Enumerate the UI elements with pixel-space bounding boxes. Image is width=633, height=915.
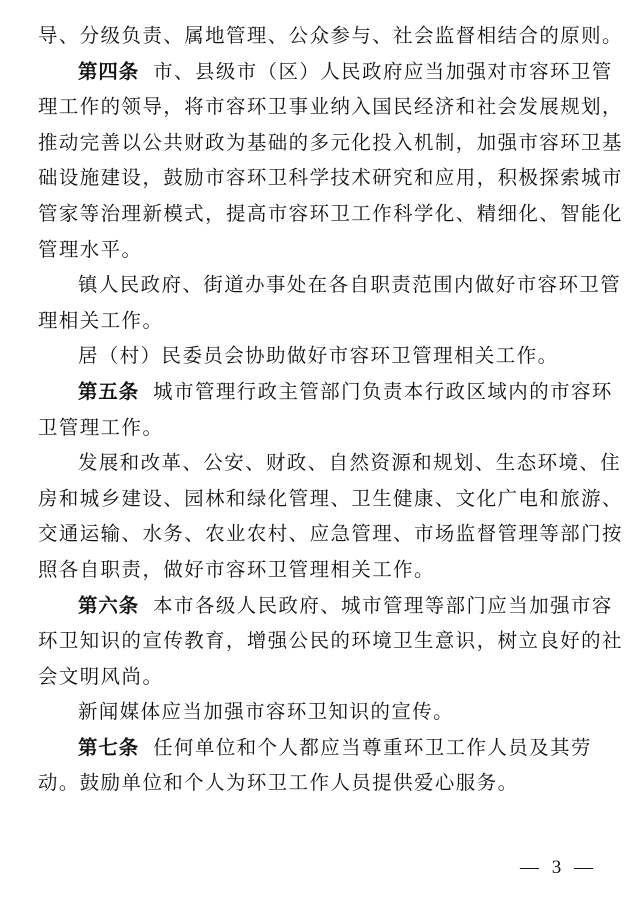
article-number: 第七条 — [78, 735, 140, 759]
text-line-5 — [38, 160, 623, 196]
line-text: 市、县级市（区）人民政府应当加强对市容环卫管 — [153, 59, 613, 83]
text-line-8 — [38, 267, 622, 303]
line-text: 本市各级人民政府、城市管理等部门应当加强市容 — [153, 593, 613, 617]
line-text: 任何单位和个人都应当尊重环卫工作人员及其劳 — [153, 735, 592, 759]
text-line-10 — [38, 338, 602, 374]
line-text: 房和城乡建设、园林和绿化管理、卫生健康、文化广电和旅游、 — [38, 486, 623, 510]
line-text: 交通运输、水务、农业农村、应急管理、市场监督管理等部门按 — [38, 522, 623, 546]
line-text: 导、分级负责、属地管理、公众参与、社会监督相结合的原则。 — [38, 24, 623, 47]
document-page — [38, 18, 623, 801]
text-line-7 — [38, 232, 602, 268]
article-number: 第六条 — [78, 593, 140, 617]
line-text: 卫管理工作。 — [38, 415, 164, 439]
line-text: 推动完善以公共财政为基础的多元化投入机制，加强市容环卫基 — [38, 130, 623, 154]
text-line-18 — [38, 623, 623, 659]
line-text: 居（村）民委员会协助做好市容环卫管理相关工作。 — [78, 344, 559, 368]
text-line-13 — [38, 445, 622, 481]
text-line-2 — [38, 54, 613, 90]
page-number: — 3 — — [520, 857, 597, 878]
text-line-9 — [38, 303, 602, 339]
text-line-22 — [38, 765, 602, 801]
text-line-3 — [38, 89, 623, 125]
text-line-16 — [38, 552, 602, 588]
text-line-6 — [38, 196, 623, 232]
line-text: 础设施建设，鼓励市容环卫科学技术研究和应用，积极探索城市 — [38, 166, 623, 190]
article-number: 第五条 — [78, 379, 140, 403]
line-text: 发展和改革、公安、财政、自然资源和规划、生态环境、住 — [78, 451, 622, 475]
text-line-1 — [38, 18, 623, 54]
line-text: 管家等治理新模式，提高市容环卫工作科学化、精细化、智能化 — [38, 201, 623, 225]
text-line-17 — [38, 588, 613, 624]
line-text: 会文明风尚。 — [38, 664, 164, 688]
line-text: 理相关工作。 — [38, 308, 164, 332]
article-number: 第四条 — [78, 59, 140, 83]
line-text: 照各自职责，做好市容环卫管理相关工作。 — [38, 557, 435, 581]
line-text: 动。鼓励单位和个人为环卫工作人员提供爱心服务。 — [38, 771, 519, 795]
text-line-21 — [38, 730, 602, 766]
line-text: 环卫知识的宣传教育，增强公民的环境卫生意识，树立良好的社 — [38, 629, 623, 653]
text-line-4 — [38, 125, 623, 161]
line-text: 新闻媒体应当加强市容环卫知识的宣传。 — [78, 700, 455, 724]
line-text: 管理水平。 — [38, 237, 143, 261]
text-line-14 — [38, 481, 623, 517]
text-line-19 — [38, 659, 602, 695]
text-line-12 — [38, 410, 602, 446]
line-text: 理工作的领导，将市容环卫事业纳入国民经济和社会发展规划， — [38, 95, 623, 119]
text-line-11 — [38, 374, 613, 410]
line-text: 城市管理行政主管部门负责本行政区域内的市容环 — [153, 379, 613, 403]
text-line-20 — [38, 694, 602, 730]
line-text: 镇人民政府、街道办事处在各自职责范围内做好市容环卫管 — [78, 273, 622, 297]
text-line-15 — [38, 516, 623, 552]
